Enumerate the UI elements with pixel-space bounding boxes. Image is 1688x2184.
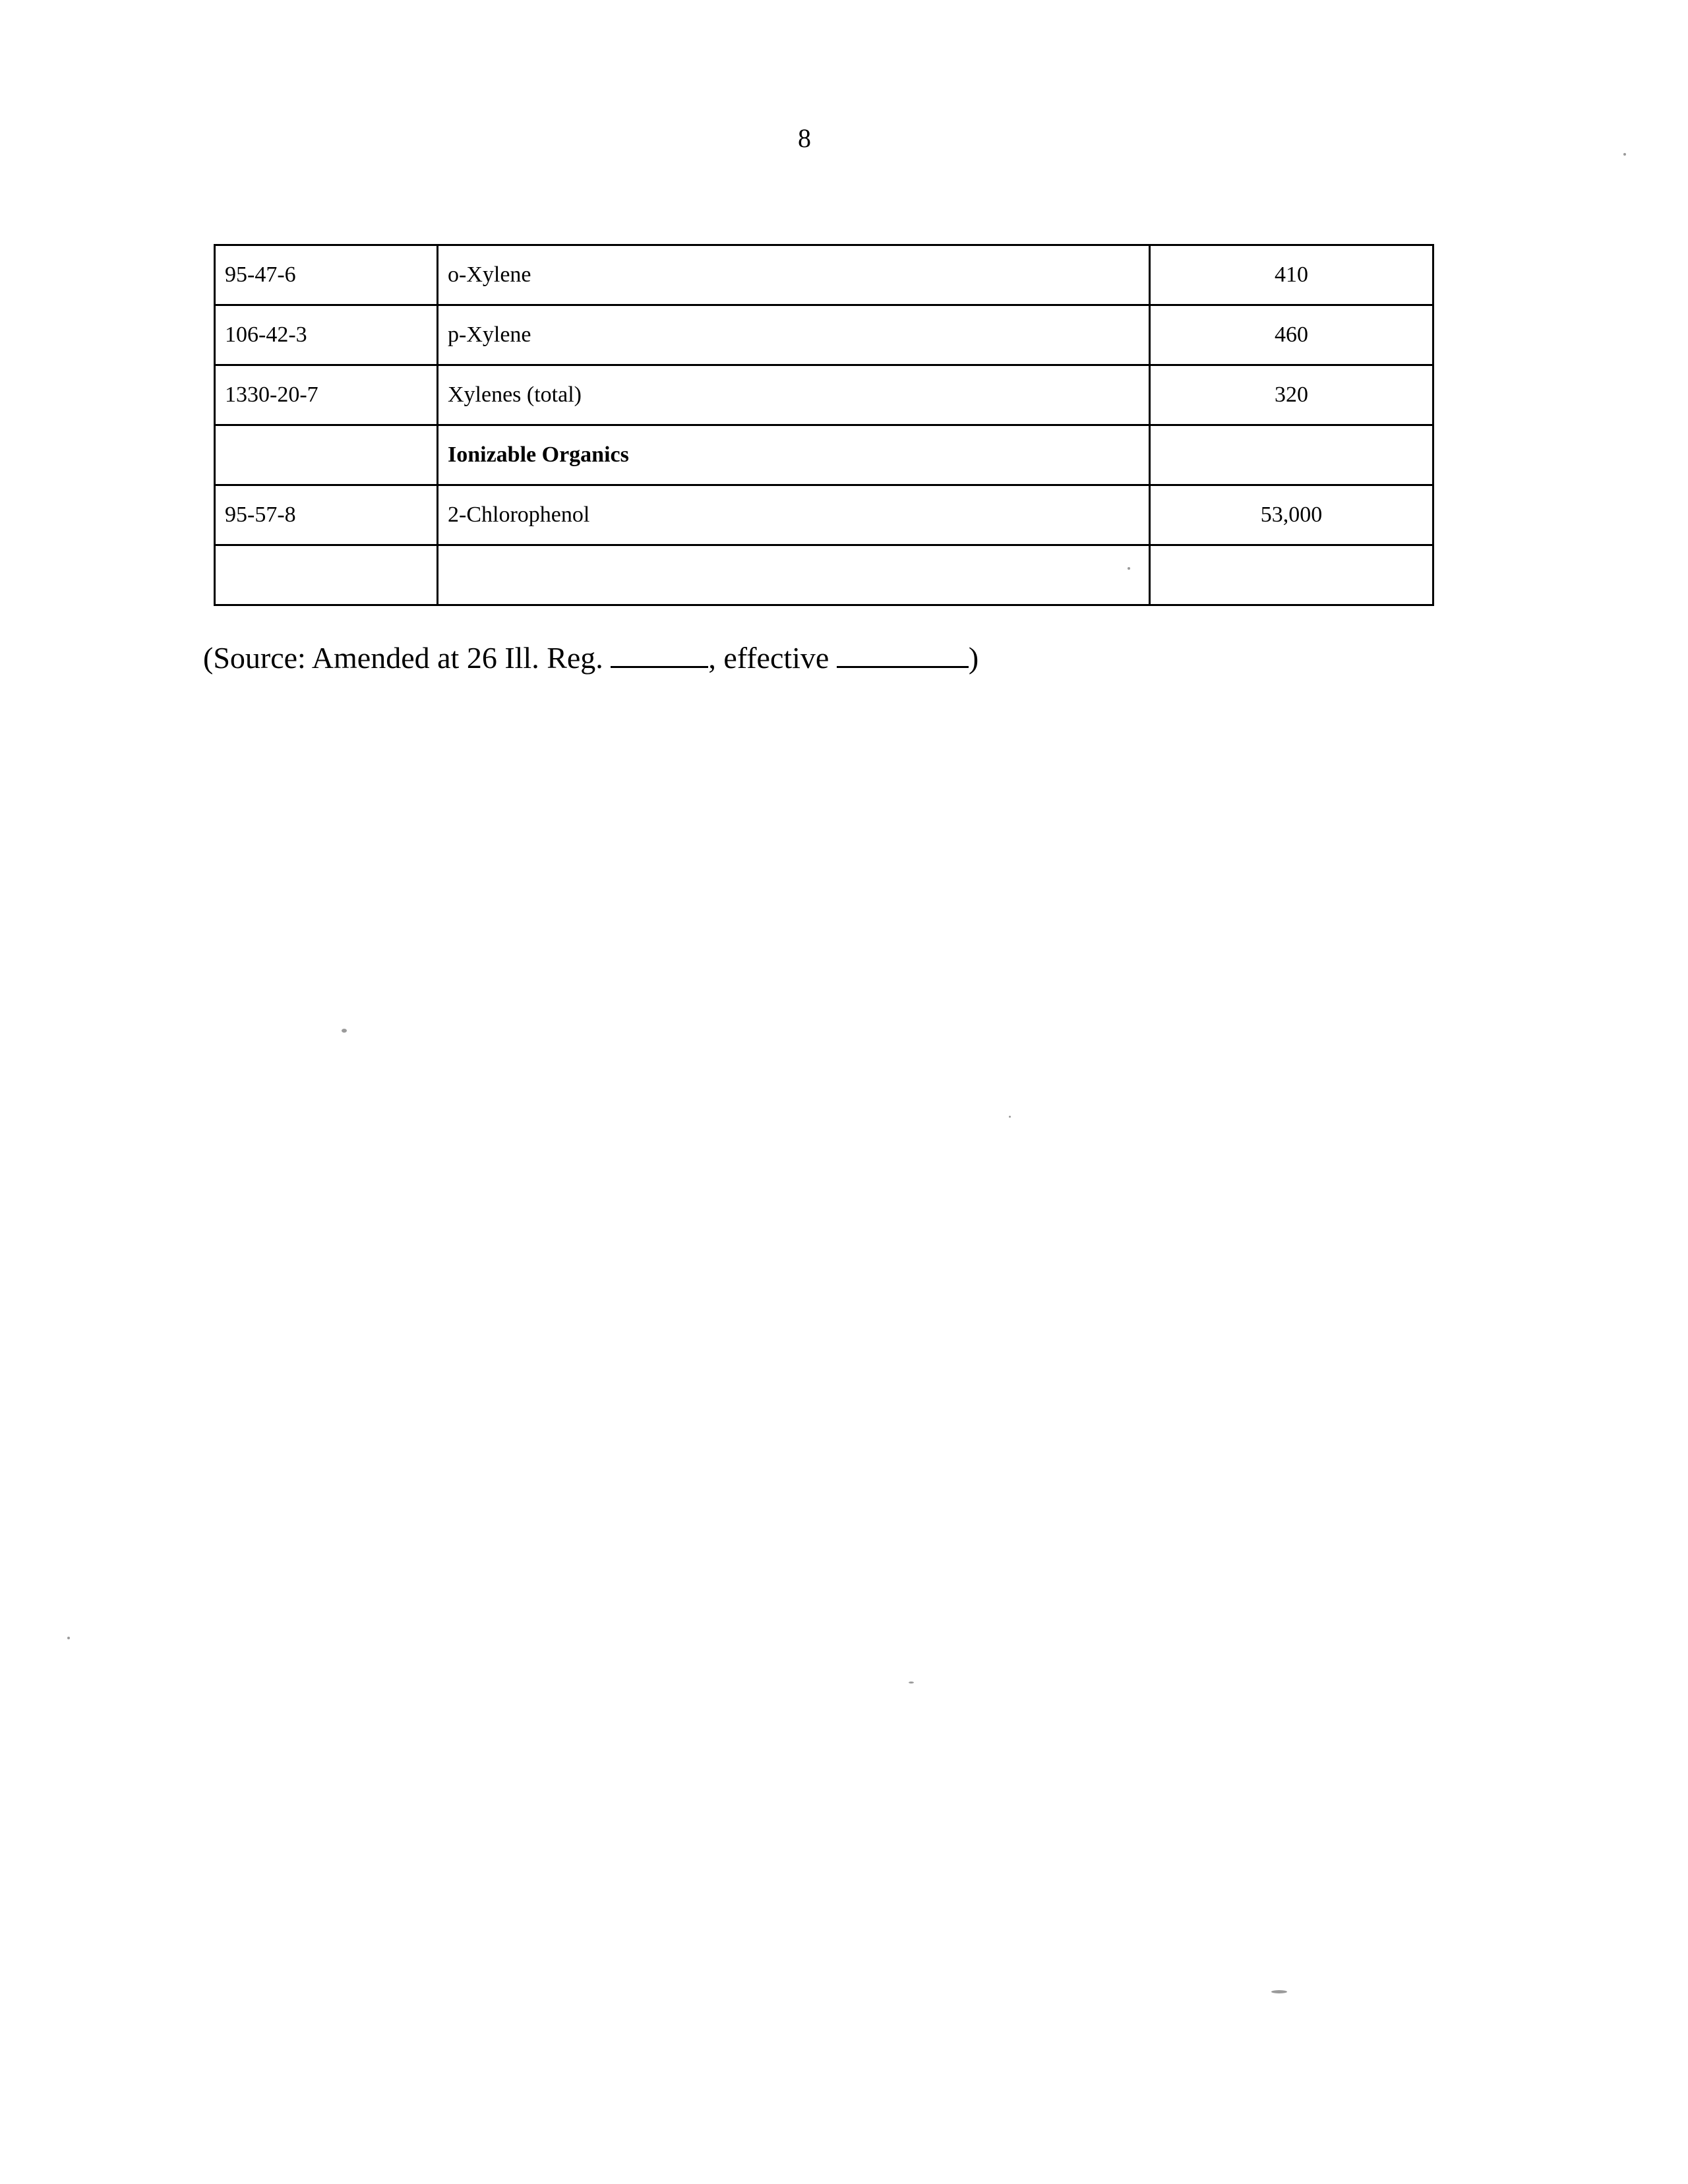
chemical-name-cell: p-Xylene bbox=[438, 305, 1150, 365]
table-row bbox=[215, 305, 1433, 365]
cas-number-cell: 95-57-8 bbox=[215, 485, 438, 545]
chemical-name-cell: 2-Chlorophenol bbox=[438, 485, 1150, 545]
blank-register-line bbox=[611, 640, 708, 668]
table-row bbox=[215, 485, 1433, 545]
section-header-row bbox=[215, 425, 1433, 485]
cas-number-cell: 106-42-3 bbox=[215, 305, 438, 365]
scan-speck bbox=[1128, 567, 1130, 570]
page-number: 8 bbox=[798, 123, 811, 153]
value-cell: 320 bbox=[1150, 365, 1433, 425]
cas-number-cell: 95-47-6 bbox=[215, 245, 438, 305]
value-cell bbox=[1150, 545, 1433, 605]
scan-speck bbox=[1623, 153, 1626, 156]
section-heading-cell: Ionizable Organics bbox=[438, 425, 1150, 485]
table-row bbox=[215, 365, 1433, 425]
value-cell: 53,000 bbox=[1150, 485, 1433, 545]
source-note-text-2: , effective bbox=[708, 641, 837, 675]
chemical-name-cell bbox=[438, 545, 1150, 605]
cas-number-cell bbox=[215, 545, 438, 605]
source-note-text-3: ) bbox=[968, 641, 979, 675]
table-row bbox=[215, 245, 1433, 305]
scan-speck bbox=[342, 1029, 347, 1033]
scan-speck bbox=[1271, 1990, 1287, 1993]
chemical-name-cell: Xylenes (total) bbox=[438, 365, 1150, 425]
value-cell bbox=[1150, 425, 1433, 485]
chemical-name-cell: o-Xylene bbox=[438, 245, 1150, 305]
value-cell: 410 bbox=[1150, 245, 1433, 305]
value-cell: 460 bbox=[1150, 305, 1433, 365]
chemical-table bbox=[214, 244, 1434, 606]
scan-speck bbox=[909, 1682, 914, 1684]
scan-speck bbox=[1009, 1116, 1011, 1118]
cas-number-cell bbox=[215, 425, 438, 485]
source-note-text-1: (Source: Amended at 26 Ill. Reg. bbox=[203, 641, 611, 675]
source-note bbox=[203, 640, 979, 675]
blank-effective-line bbox=[837, 640, 969, 668]
cas-number-cell: 1330-20-7 bbox=[215, 365, 438, 425]
empty-row bbox=[215, 545, 1433, 605]
scan-speck bbox=[67, 1637, 70, 1639]
